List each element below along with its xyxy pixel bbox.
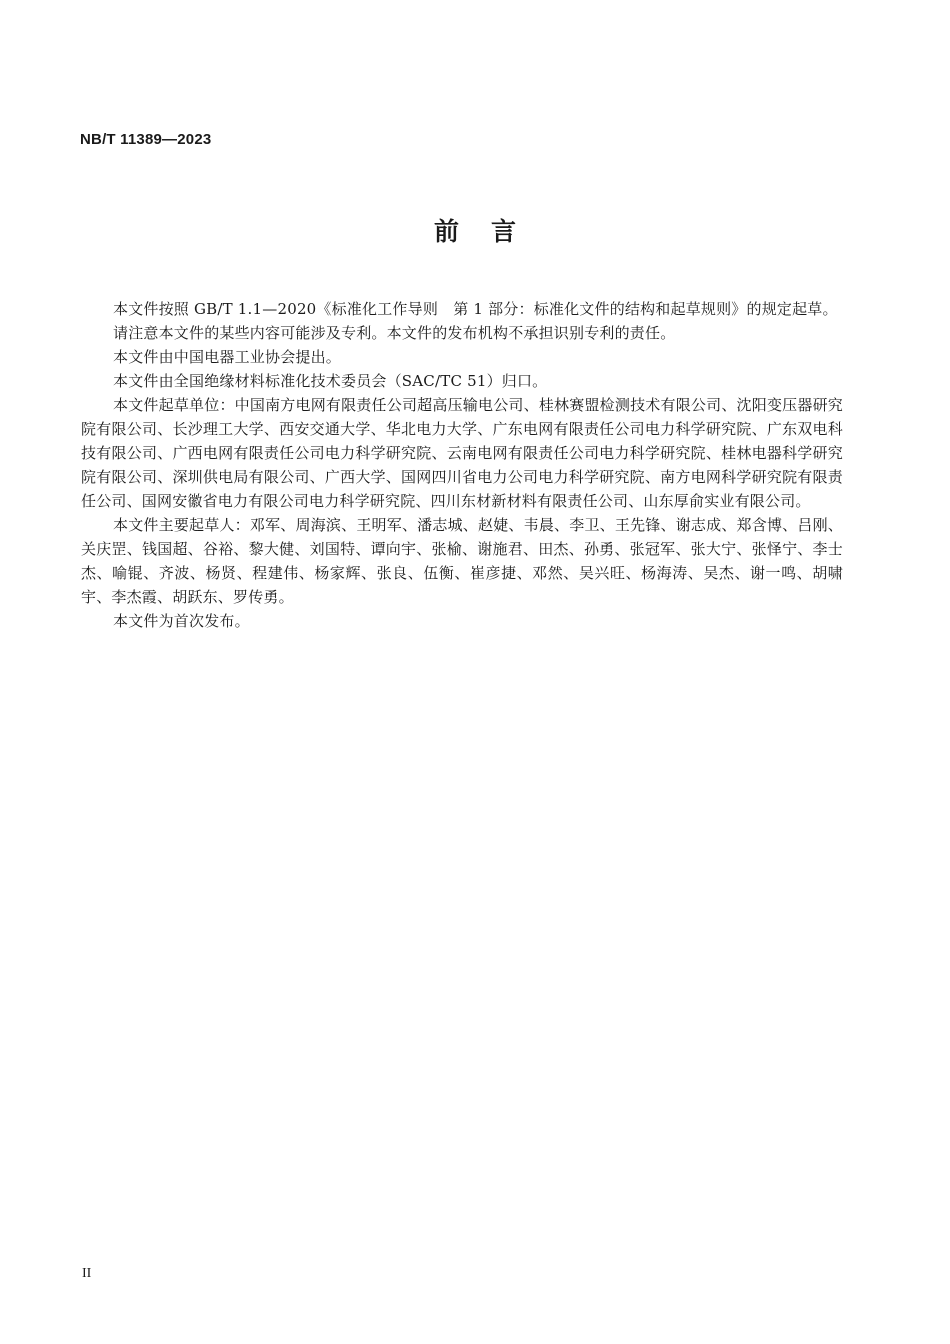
- paragraph-drafting-organizations: 本文件起草单位：中国南方电网有限责任公司超高压输电公司、桂林赛盟检测技术有限公司、沈阳变压器研究院有限公司、长沙理工大学、西安交通大学、华北电力大学、广东电网有限责任公司电力科学研究院、广东双电科技有限公司、广西电网有限责任公司电力科学研究院、云南电网有限责任公司电力科学研究院、桂林电器科学研究院有限公司、深圳供电局有限公司、广西大学、国网四川省电力公司电力科学研究院、南方电网科学研究院有限责任公司、国网安徽省电力有限公司电力科学研究院、四川东材新材料有限责任公司、山东厚俞实业有限公司。: [81, 396, 843, 510]
- document-body: [81, 297, 843, 633]
- page-title: 前言: [433, 217, 548, 246]
- standard-code: NB/T 11389—2023: [80, 131, 212, 148]
- page-number: II: [82, 1266, 92, 1281]
- paragraph-technical-committee: 本文件由全国绝缘材料标准化技术委员会（SAC/TC 51）归口。: [113, 372, 548, 390]
- paragraph-drafting-rules: 本文件按照 GB/T 1.1—2020《标准化工作导则 第 1 部分：标准化文件的结构和起草规则》的规定起草。: [113, 300, 838, 318]
- paragraph-drafters: 本文件主要起草人：邓军、周海滨、王明军、潘志城、赵婕、韦晨、李卫、王先锋、谢志成、郑含博、吕刚、关庆罡、钱国超、谷裕、黎大健、刘国特、谭向宇、张榆、谢施君、田杰、孙勇、张冠军、张大宁、张怿宁、李士杰、喻锟、齐波、杨贤、程建伟、杨家辉、张良、伍衡、崔彦捷、邓然、吴兴旺、杨海涛、吴杰、谢一鸣、胡啸宇、李杰霞、胡跃东、罗传勇。: [81, 516, 843, 606]
- paragraph-first-release: 本文件为首次发布。: [113, 612, 250, 630]
- paragraph-patent-notice: 请注意本文件的某些内容可能涉及专利。本文件的发布机构不承担识别专利的责任。: [113, 324, 676, 342]
- paragraph-proposer: 本文件由中国电器工业协会提出。: [113, 348, 342, 366]
